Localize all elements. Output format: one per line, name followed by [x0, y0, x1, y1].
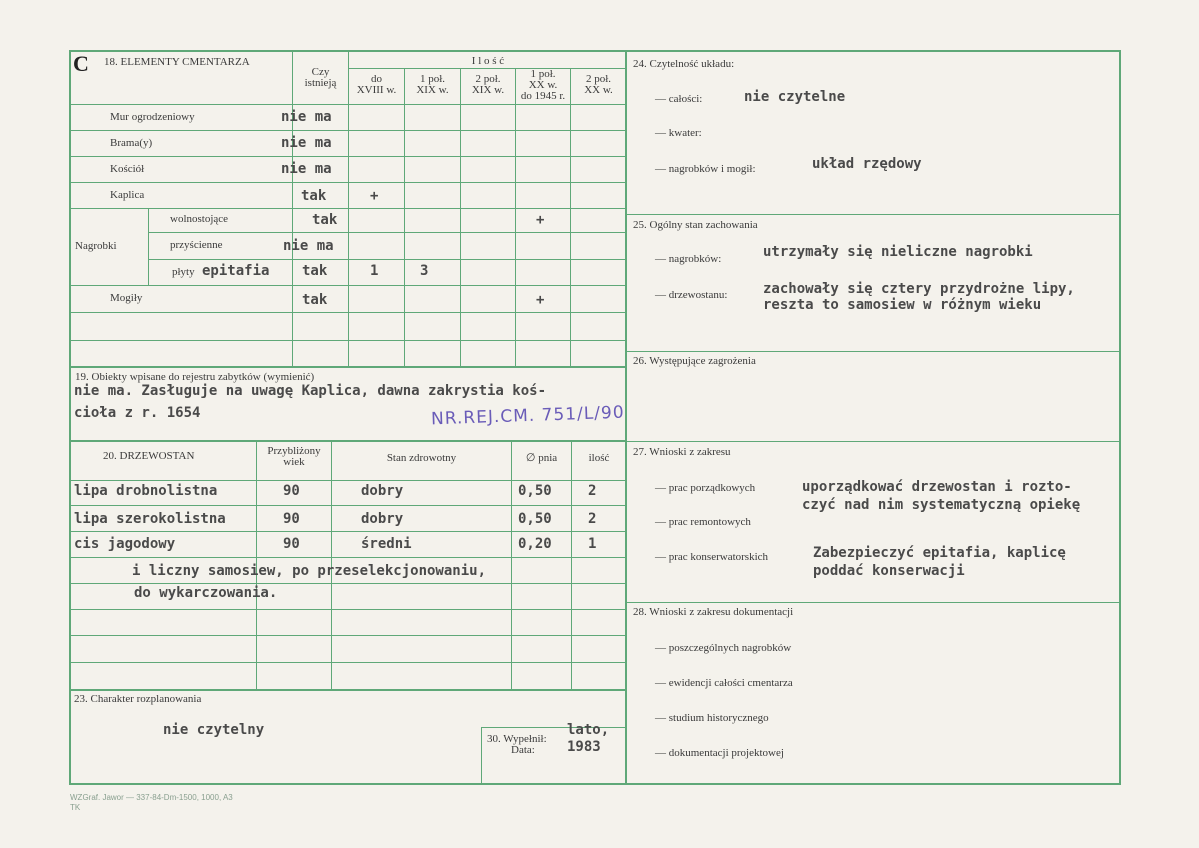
period-4-a: 1 poł. [530, 68, 556, 80]
tree-1-state: dobry [361, 483, 404, 499]
row-mur-label: Mur ogrodzeniowy [110, 111, 195, 123]
period-2-b: XIX w. [416, 84, 449, 96]
row-mogily-mark: + [536, 292, 545, 308]
section19-line1: nie ma. Zasługuje na uwagę Kaplica, dawna zakrystia koś- [74, 383, 547, 399]
section25-drzew-value2: reszta to samosiew w różnym wieku [763, 297, 1042, 313]
tree-2-dia: 0,50 [518, 511, 552, 527]
section30-label2: Data: [511, 744, 535, 756]
section24-nagrobkow-value: układ rzędowy [812, 156, 922, 172]
tree-2-qty: 2 [588, 511, 597, 527]
ilosc-header: I l o ś ć [471, 55, 505, 67]
row-kosciol-label: Kościół [110, 163, 145, 175]
row-plyty-label: płyty [172, 266, 195, 278]
row-plyty-value: tak [302, 263, 328, 279]
tree-1-age: 90 [283, 483, 300, 499]
section23-title: 23. Charakter rozplanowania [74, 693, 202, 705]
section24-calosci-value: nie czytelne [744, 89, 846, 105]
section27-porz-value2: czyć nad nim systematyczną opiekę [802, 497, 1081, 513]
czy-istnieja-line1: Czy [311, 66, 330, 78]
section24-title: 24. Czytelność układu: [633, 58, 735, 70]
section24-nagrobkow-label: — nagrobków i mogił: [655, 163, 756, 175]
row-przy-value: nie ma [283, 238, 334, 254]
row-plyty-qty-2: 3 [420, 263, 429, 279]
section18-title: 18. ELEMENTY CMENTARZA [104, 56, 250, 68]
tree-3-age: 90 [283, 536, 300, 552]
tree-note-line1: i liczny samosiew, po przeselekcjonowaniu, [132, 563, 487, 579]
section25-title: 25. Ogólny stan zachowania [633, 219, 758, 231]
tree-1-qty: 2 [588, 483, 597, 499]
period-1-b: XVIII w. [356, 84, 397, 96]
tree-2-state: dobry [361, 511, 404, 527]
section27-title: 27. Wnioski z zakresu [633, 446, 731, 458]
section19-line2: cioła z r. 1654 [74, 405, 201, 421]
col-pnia: ∅ pnia [525, 452, 558, 464]
tree-3-dia: 0,20 [518, 536, 552, 552]
section28-title: 28. Wnioski z zakresu dokumentacji [633, 606, 794, 618]
row-wolno-mark: + [536, 212, 545, 228]
section28-item-3: — studium historycznego [655, 712, 769, 724]
tree-1-dia: 0,50 [518, 483, 552, 499]
row-plyty-extra: epitafia [202, 263, 270, 279]
czy-istnieja-line2: istnieją [304, 77, 337, 89]
frame-middle [625, 50, 627, 785]
tree-note-line2: do wykarczowania. [134, 585, 278, 601]
row-kaplica-label: Kaplica [110, 189, 145, 201]
card-letter: C [73, 51, 89, 76]
row-plyty-qty-1: 1 [370, 263, 379, 279]
row-przy-label: przyścienne [170, 239, 223, 251]
row-kaplica-value: tak [301, 188, 327, 204]
tree-3-state: średni [361, 536, 412, 552]
period-3-a: 2 poł. [475, 73, 501, 85]
section30-value1: lato, [567, 722, 610, 738]
frame-left [69, 50, 71, 785]
section26-title: 26. Występujące zagrożenia [633, 355, 756, 367]
period-1-a: do [371, 73, 382, 85]
tree-3-name: cis jagodowy [74, 536, 176, 552]
tree-1-name: lipa drobnolistna [74, 483, 218, 499]
section30-label1: 30. Wypełnił: [487, 733, 547, 745]
section27-porz-value1: uporządkować drzewostan i rozto- [802, 479, 1072, 495]
footer-print-info: WZGraf. Jawor — 337-84-Dm-1500, 1000, A3 [70, 793, 233, 802]
row-kosciol-value: nie ma [281, 161, 332, 177]
section25-drzew-label: — drzewostanu: [655, 289, 728, 301]
row-brama-value: nie ma [281, 135, 332, 151]
col-ilosc: ilość [588, 452, 610, 464]
period-5-a: 2 poł. [585, 73, 612, 85]
tree-2-name: lipa szerokolistna [74, 511, 226, 527]
section25-nagrobkow-label: — nagrobków: [655, 253, 722, 265]
section25-drzew-value1: zachowały się cztery przydrożne lipy, [763, 281, 1075, 297]
section24-kwater-label: — kwater: [655, 127, 702, 139]
row-mogily-label: Mogiły [110, 292, 143, 304]
section28-item-2: — ewidencji całości cmentarza [655, 677, 793, 689]
row-mur-value: nie ma [281, 109, 332, 125]
period-4-c: do 1945 r. [520, 90, 566, 102]
section19-title: 19. Obiekty wpisane do rejestru zabytków (wymienić) [75, 371, 315, 383]
period-2-a: 1 poł. [419, 73, 446, 85]
col-wiek-line2: wiek [283, 456, 305, 468]
row-mogily-value: tak [302, 292, 328, 308]
period-4-b: XX w. [528, 79, 558, 91]
row-nagrobki-label: Nagrobki [75, 240, 117, 252]
section27-kons-label: — prac konserwatorskich [655, 551, 769, 563]
row-wolno-label: wolnostojące [170, 213, 229, 225]
period-3-b: XIX w. [471, 84, 505, 96]
footer-tk: TK [70, 803, 81, 812]
frame-bottom [69, 783, 1121, 785]
section28-item-1: — poszczególnych nagrobków [655, 642, 792, 654]
section27-kons-value2: poddać konserwacji [813, 563, 965, 579]
tree-3-qty: 1 [588, 536, 597, 552]
col-wiek-line1: Przybliżony [267, 445, 321, 457]
row-kaplica-mark: + [370, 188, 379, 204]
tree-2-age: 90 [283, 511, 300, 527]
section20-title: 20. DRZEWOSTAN [103, 450, 195, 462]
period-5-b: XX w. [584, 84, 613, 96]
section25-nagrobkow-value: utrzymały się nieliczne nagrobki [763, 244, 1033, 260]
section27-kons-value1: Zabezpieczyć epitafia, kaplicę [813, 545, 1066, 561]
row-wolno-value: tak [312, 212, 338, 228]
row-brama-label: Brama(y) [110, 137, 153, 149]
col-stan: Stan zdrowotny [386, 452, 457, 464]
register-number-handwritten: NR.REJ.CM. 751/L/90 [430, 402, 625, 430]
section23-value: nie czytelny [163, 722, 265, 738]
section24-calosci-label: — całości: [655, 93, 703, 105]
section28-item-4: — dokumentacji projektowej [655, 747, 784, 759]
frame-right [1119, 50, 1121, 785]
frame-top [69, 50, 1121, 52]
section30-value2: 1983 [567, 739, 601, 755]
section27-remont-label: — prac remontowych [655, 516, 751, 528]
section27-porz-label: — prac porządkowych [655, 482, 756, 494]
